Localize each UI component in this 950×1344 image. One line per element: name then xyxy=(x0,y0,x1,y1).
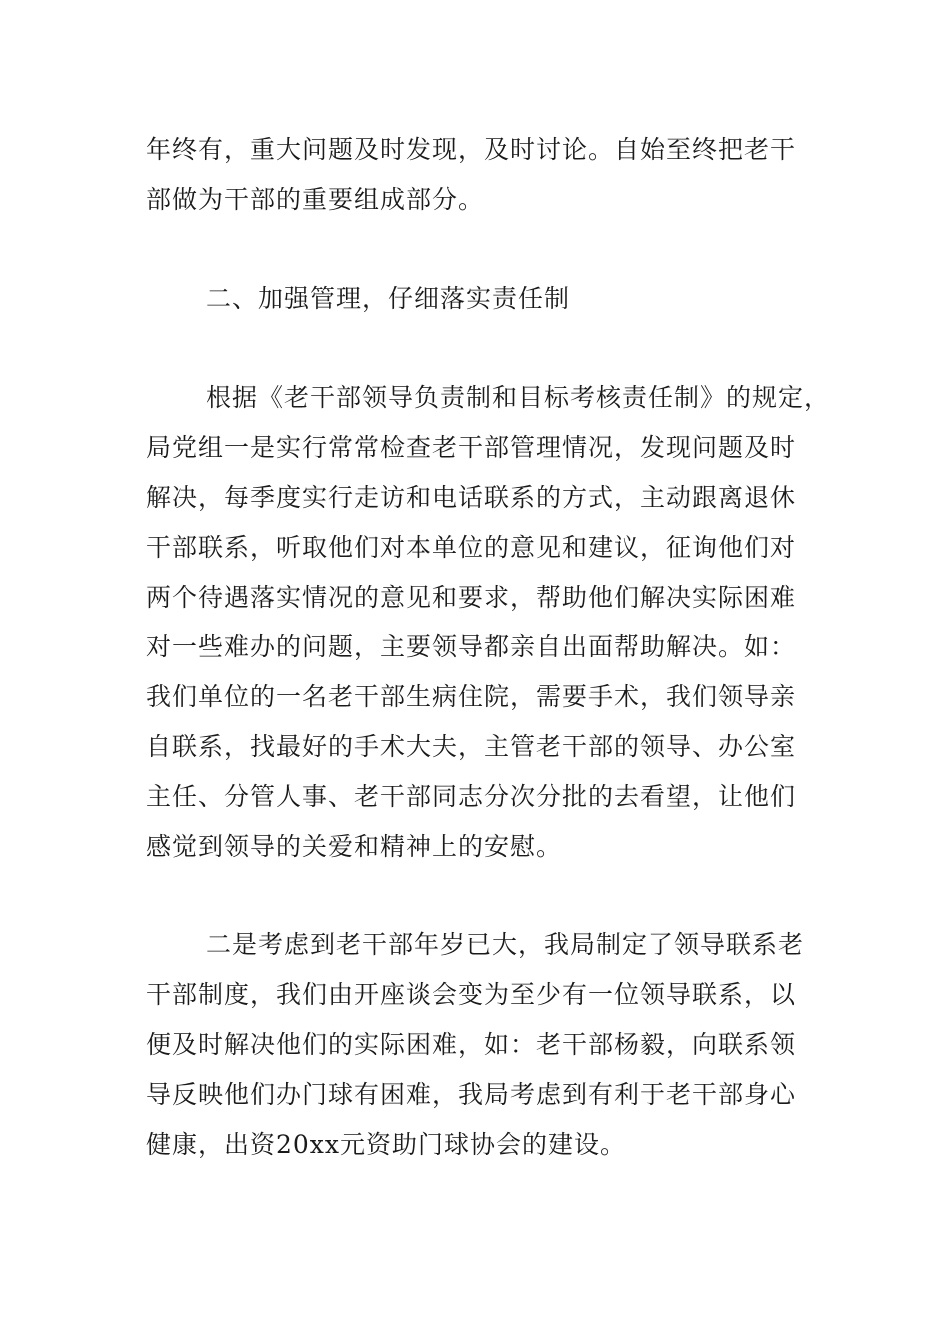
paragraph-1-line-2: 部做为干部的重要组成部分。 xyxy=(146,185,485,214)
paragraph-3-line-3: 解决，每季度实行走访和电话联系的方式，主动跟离退休 xyxy=(146,483,797,512)
paragraph-3-line-2: 局党组一是实行常常检查老干部管理情况，发现问题及时 xyxy=(146,433,797,462)
paragraph-3-line-7: 我们单位的一名老干部生病住院，需要手术，我们领导亲 xyxy=(146,682,797,711)
paragraph-3-line-6: 对一些难办的问题，主要领导都亲自出面帮助解决。如： xyxy=(146,632,797,661)
paragraph-3-line-9: 主任、分管人事、老干部同志分次分批的去看望，让他们 xyxy=(146,782,797,811)
paragraph-4-line-5: 健康，出资20xx元资助门球协会的建设。 xyxy=(146,1130,627,1159)
section-heading: 二、加强管理，仔细落实责任制 xyxy=(206,284,571,313)
paragraph-3-line-1: 根据《老干部领导负责制和目标考核责任制》的规定， xyxy=(206,383,831,412)
paragraph-3-line-10: 感觉到领导的关爱和精神上的安慰。 xyxy=(146,832,563,861)
paragraph-3-line-4: 干部联系，听取他们对本单位的意见和建议，征询他们对 xyxy=(146,533,797,562)
paragraph-4-line-2: 干部制度，我们由开座谈会变为至少有一位领导联系，以 xyxy=(146,980,797,1009)
paragraph-3-line-5: 两个待遇落实情况的意见和要求，帮助他们解决实际困难 xyxy=(146,583,797,612)
paragraph-4-line-3: 便及时解决他们的实际困难，如：老干部杨毅，向联系领 xyxy=(146,1030,797,1059)
paragraph-1-line-1: 年终有，重大问题及时发现，及时讨论。自始至终把老干 xyxy=(146,135,797,164)
paragraph-4-line-4: 导反映他们办门球有困难，我局考虑到有利于老干部身心 xyxy=(146,1080,797,1109)
paragraph-4-line-1: 二是考虑到老干部年岁已大，我局制定了领导联系老 xyxy=(206,930,805,959)
paragraph-3-line-8: 自联系，找最好的手术大夫，主管老干部的领导、办公室 xyxy=(146,732,797,761)
